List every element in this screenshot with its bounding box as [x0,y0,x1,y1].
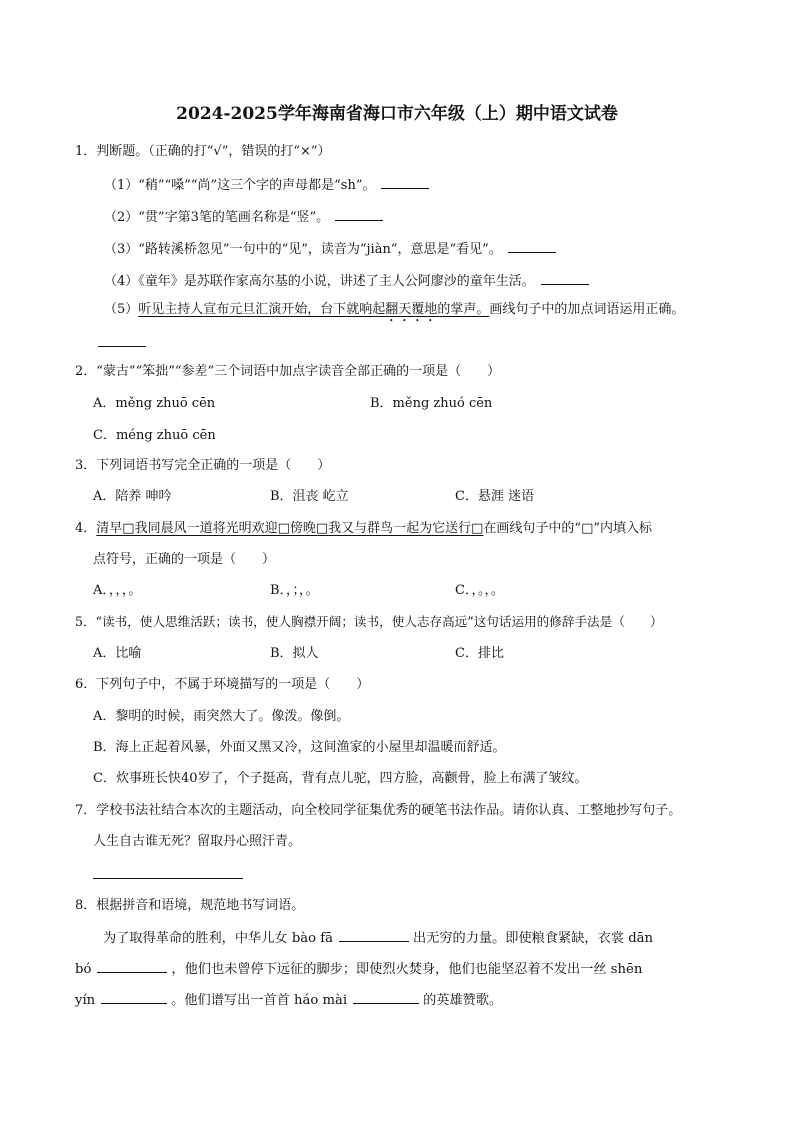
q2-option-b[interactable]: B．měng zhuó cēn [370,396,493,411]
q4-number: 4． [75,521,97,536]
q6-option-b[interactable]: B．海上正起着风暴，外面又黑又冷，这间渔家的小屋里却温暖而舒适。 [93,740,506,755]
dotted-phrase: 翻天覆地 [385,302,438,317]
q3-option-b[interactable]: B．沮丧 屹立 [270,489,349,504]
q1-item-5-answer [98,334,150,352]
q7-stem: 7．学校书法社结合本次的主题活动，向全校同学征集优秀的硬笔书法作品。请你认真、工整地抄写句子。 [75,803,682,818]
q6-stem: 6．下列句子中，不属于环境描写的一项是（ ） [75,677,370,692]
q1-stem: 1．判断题。（正确的打“√”，错误的打“×”） [75,144,331,159]
q2-stem: 2．“蒙古”“笨拙”“参差”三个词语中加点字读音全部正确的一项是（ ） [75,364,501,379]
q4-option-b[interactable]: B．，；，。 [270,583,319,598]
pinyin-answer-blank[interactable] [353,991,419,1004]
q3-stem: 3．下列词语书写完全正确的一项是（ ） [75,458,331,473]
q1-item-5 [104,302,684,325]
pinyin-answer-blank[interactable] [101,991,167,1004]
q4-option-a[interactable]: A．，，，。 [93,583,142,598]
q5-option-c[interactable]: C．排比 [455,646,504,661]
q8-line-3-a: yín [75,993,96,1008]
q4-stem-2: 点符号，正确的一项是（ ） [93,552,276,567]
q8-line-2 [75,960,642,978]
q4-option-c[interactable]: C．，。，。 [455,583,504,598]
answer-blank[interactable] [541,272,589,285]
q1-item-1 [104,176,433,194]
pinyin-answer-blank[interactable] [97,960,167,973]
q1-item-2 [104,208,387,226]
q1-item-1-text: （1）“稍”“嗓”“尚”这三个字的声母都是“sh”。 [104,178,376,193]
q5-option-b[interactable]: B．拟人 [270,646,319,661]
q6-option-a[interactable]: A．黎明的时候，雨突然大了。像泼。像倒。 [93,709,350,724]
q8-line-2-a: bó [75,962,92,977]
sentence-part-b: 的掌声。 [437,302,490,317]
q8-line-1 [103,929,653,947]
q1-item-5-prefix: （5） [104,302,139,317]
q7-poem: 人生自古谁无死？留取丹心照汗青。 [93,834,302,849]
q4-stem [75,521,652,537]
q1-item-4 [104,272,593,290]
q3-option-a[interactable]: A．陪养 呻吟 [93,489,172,504]
q8-line-1-a: 为了取得革命的胜利，中华儿女 bào fā [103,931,333,946]
q1-item-3 [104,240,560,258]
q8-line-2-b: ，他们也未曾停下远征的脚步；即使烈火焚身，他们也能坚忍着不发出一丝 shēn [171,962,643,977]
answer-blank[interactable] [508,240,556,253]
q1-item-3-text: （3）“路转溪桥忽见”一句中的“见”，读音为“jiàn”，意思是“看见”。 [104,242,502,257]
q8-stem: 8．根据拼音和语境，规范地书写词语。 [75,898,305,913]
q1-item-2-text: （2）“贯”字第3笔的笔画名称是“竖”。 [104,210,330,225]
answer-blank[interactable] [335,208,383,221]
pinyin-answer-blank[interactable] [339,929,409,942]
q6-option-c[interactable]: C．炊事班长快40岁了，个子挺高，背有点儿驼，四方脸，高颧骨，脸上布满了皱纹。 [93,771,588,786]
underlined-sentence [138,302,489,317]
answer-blank[interactable] [98,334,146,347]
q8-line-3-c: 的英雄赞歌。 [423,993,503,1008]
q1-item-5-tail: 画线句子中的加点词语运用正确。 [489,302,685,317]
q4-stem-tail: 在画线句子中的“□”内填入标 [483,521,652,536]
q3-option-c[interactable]: C．悬涯 迷语 [455,489,535,504]
q4-underlined-sentence: 清早□我同晨风一道将光明欢迎□傍晚□我又与群鸟一起为它送行□ [96,521,484,536]
q1-item-4-text: （4）《童年》是苏联作家高尔基的小说，讲述了主人公阿廖沙的童年生活。 [104,274,535,289]
sentence-part-a: 听见主持人宣布元旦汇演开始，台下就响起 [138,302,386,317]
answer-line[interactable] [93,866,243,879]
exam-title: 2024-2025学年海南省海口市六年级（上）期中语文试卷 [176,104,618,124]
q8-line-3-b: 。他们谱写出一首首 háo mài [171,993,348,1008]
q2-option-a[interactable]: A．měng zhuō cēn [93,396,216,411]
answer-blank[interactable] [381,176,429,189]
q2-option-c[interactable]: C．méng zhuō cēn [93,428,216,443]
q5-option-a[interactable]: A．比喻 [93,646,142,661]
q8-line-1-b: 出无穷的力量。即使粮食紧缺，衣裳 dān [413,931,653,946]
q5-stem: 5．“读书，使人思维活跃；读书，使人胸襟开阔；读书，使人志存高远”这句话运用的修辞手法是（ ） [75,614,663,629]
q8-line-3 [75,991,502,1009]
q7-answer [93,866,247,884]
